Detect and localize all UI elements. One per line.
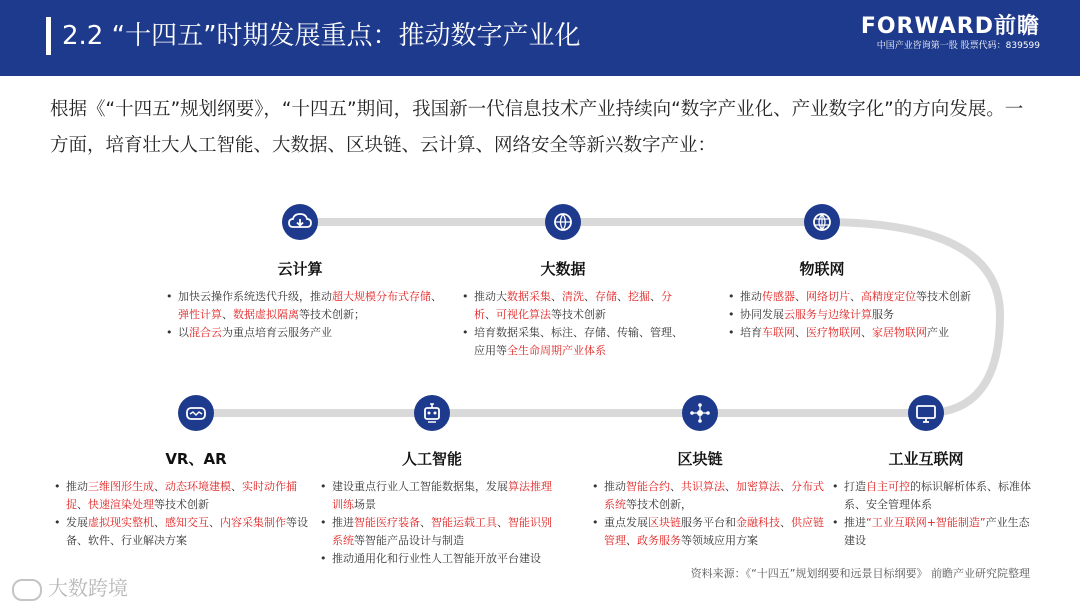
bullet-text: 等领域应用方案	[681, 534, 758, 547]
highlight-text: 挖掘	[628, 290, 650, 303]
bullet-text: 、	[670, 480, 681, 493]
highlight-text: 快速渲染处理	[88, 498, 154, 511]
bullet-text: 推动	[66, 480, 88, 493]
bullet-text: 、	[431, 290, 442, 303]
highlight-text: 虚拟现实整机	[88, 516, 154, 529]
highlight-text: 存储	[595, 290, 617, 303]
highlight-text: 数据采集	[507, 290, 551, 303]
logo-wordmark: FORWARD前瞻	[860, 14, 1040, 39]
bullet-text: 推动大	[474, 290, 507, 303]
highlight-text: 医疗物联网	[806, 326, 861, 339]
bullet-text: 、	[485, 308, 496, 321]
watermark-text: 大数跨境	[48, 576, 128, 600]
bullet-text: 培育	[740, 326, 762, 339]
highlight-text: 政务服务	[637, 534, 681, 547]
highlight-text: 动态环境建模	[165, 480, 231, 493]
highlight-text: 超大规模分布式存储	[332, 290, 431, 303]
bullet-item	[726, 324, 1006, 342]
highlight-text: 金融科技	[736, 516, 780, 529]
node-title-bigdata: 大数据	[540, 260, 586, 278]
bullet-text: 、	[154, 480, 165, 493]
bullet-text: 、	[650, 290, 661, 303]
bullets-cloud	[164, 288, 442, 342]
highlight-text: 弹性计算	[178, 308, 222, 321]
bullet-text: 产业生态建设	[844, 516, 1030, 547]
highlight-text: 可视化算法	[496, 308, 551, 321]
blockchain-network-icon	[682, 395, 718, 431]
bullet-text: 产业	[927, 326, 949, 339]
highlight-text: 分布式系统	[604, 480, 824, 511]
robot-icon	[414, 395, 450, 431]
bullet-text: 打造	[844, 480, 866, 493]
bullet-item	[830, 514, 1036, 550]
highlight-text: 智能运载工具	[431, 516, 497, 529]
brand-logo	[861, 14, 1040, 52]
bullet-item	[52, 478, 308, 514]
highlight-text: 全生命周期产业体系	[507, 344, 606, 357]
bullet-text: 发展	[66, 516, 88, 529]
highlight-text: “工业互联网+智能制造”	[866, 516, 986, 529]
bullet-text: 推进	[332, 516, 354, 529]
bullet-text: 、	[780, 516, 791, 529]
bullet-text: 等技术创新；	[299, 308, 365, 321]
bullet-text: 、	[231, 480, 242, 493]
bullet-item	[318, 550, 562, 568]
header-banner	[0, 0, 1080, 76]
bullet-item	[460, 324, 692, 360]
highlight-text: 共识算法	[681, 480, 725, 493]
node-title-iot: 物联网	[799, 260, 845, 278]
bullet-text: 、	[626, 534, 637, 547]
highlight-text: 分析	[474, 290, 672, 321]
bullet-item	[830, 478, 1036, 514]
highlight-text: 清洗	[562, 290, 584, 303]
highlight-text: 智能识别系统	[332, 516, 552, 547]
highlight-text: 智能医疗装备	[354, 516, 420, 529]
bullet-text: 服务	[872, 308, 894, 321]
highlight-text: 车联网	[762, 326, 795, 339]
bullet-text: 等技术创新	[916, 290, 971, 303]
bullet-text: 加快云操作系统迭代升级，推动	[178, 290, 332, 303]
bullet-item	[590, 478, 826, 514]
highlight-text: 区块链	[648, 516, 681, 529]
bullet-text: 、	[77, 498, 88, 511]
bullet-text: 服务平台和	[681, 516, 736, 529]
vr-headset-icon	[178, 395, 214, 431]
bullet-text: 、	[420, 516, 431, 529]
highlight-text: 云服务与边缘计算	[784, 308, 872, 321]
bullet-text: 推动	[740, 290, 762, 303]
watermark	[12, 572, 128, 601]
highlight-text: 网络切片	[806, 290, 850, 303]
bullet-text: 、	[780, 480, 791, 493]
bullet-text: 等设备、软件、行业解决方案	[66, 516, 308, 547]
watermark-logo-icon	[12, 579, 42, 601]
bullet-text: 协同发展	[740, 308, 784, 321]
highlight-text: 算法推理训练	[332, 480, 552, 511]
monitor-icon	[908, 395, 944, 431]
highlight-text: 供应链管理	[604, 516, 824, 547]
bullet-text: 等智能产品设计与制造	[354, 534, 464, 547]
bullet-item	[460, 288, 692, 324]
node-title-cloud: 云计算	[277, 260, 323, 278]
bullet-text: 、	[861, 326, 872, 339]
highlight-text: 实时动作捕捉	[66, 480, 297, 511]
node-title-vr-ar: VR、AR	[165, 450, 227, 468]
bullet-text: 、	[850, 290, 861, 303]
bullet-text: 等技术创新	[154, 498, 209, 511]
source-note: 资料来源：《“十四五”规划纲要和远景目标纲要》 前瞻产业研究院整理	[690, 567, 1030, 580]
node-title-blockchain: 区块链	[677, 450, 723, 468]
data-globe-icon	[545, 204, 581, 240]
node-title-industrial-internet: 工业互联网	[888, 450, 964, 468]
bullet-text: 推进	[844, 516, 866, 529]
bullet-text: 、	[209, 516, 220, 529]
page-title: 2.2 “十四五”时期发展重点：推动数字产业化	[62, 21, 581, 51]
bullet-item	[726, 288, 1006, 306]
bullet-text: 推动	[604, 480, 626, 493]
bullet-text: 、	[222, 308, 233, 321]
bullet-text: 场景	[354, 498, 376, 511]
bullet-text: 的标识解析体系、标准体系、安全管理体系	[844, 480, 1031, 511]
globe-icon	[804, 204, 840, 240]
highlight-text: 智能合约	[626, 480, 670, 493]
bullet-item	[164, 324, 442, 342]
bullet-text: 以	[178, 326, 189, 339]
header-accent-bar	[46, 17, 51, 55]
cloud-download-icon	[282, 204, 318, 240]
node-title-ai: 人工智能	[401, 450, 462, 468]
bullet-item	[318, 478, 562, 514]
bullet-item	[590, 514, 826, 550]
bullet-item	[318, 514, 562, 550]
bullet-text: 重点发展	[604, 516, 648, 529]
highlight-text: 自主可控	[866, 480, 910, 493]
bullet-item	[52, 514, 308, 550]
highlight-text: 混合云	[189, 326, 222, 339]
bullets-bigdata	[460, 288, 692, 360]
highlight-text: 数据虚拟隔离	[233, 308, 299, 321]
bullet-text: 、	[725, 480, 736, 493]
bullet-text: 、	[617, 290, 628, 303]
highlight-text: 加密算法	[736, 480, 780, 493]
bullet-item	[726, 306, 1006, 324]
bullets-iot	[726, 288, 1006, 342]
highlight-text: 内容采集制作	[220, 516, 286, 529]
highlight-text: 家居物联网	[872, 326, 927, 339]
logo-tagline: 中国产业咨询第一股 股票代码：839599	[876, 41, 1040, 51]
bullet-text: 培育数据采集、标注、存储、传输、管理、应用等	[474, 326, 683, 357]
highlight-text: 感知交互	[165, 516, 209, 529]
bullet-text: 、	[795, 290, 806, 303]
intro-paragraph: 根据《“十四五”规划纲要》，“十四五”期间，我国新一代信息技术产业持续向“数字产业化、产业数字化”的方向发展。一方面，培育壮大人工智能、大数据、区块链、云计算、网络安全等新兴数字产业：	[50, 99, 1024, 156]
bullets-blockchain	[590, 478, 826, 550]
bullets-industrial-internet	[830, 478, 1036, 550]
bullet-text: 推动通用化和行业性人工智能开放平台建设	[332, 552, 541, 565]
bullet-text: 等技术创新，	[626, 498, 692, 511]
highlight-text: 传感器	[762, 290, 795, 303]
bullets-vr-ar	[52, 478, 308, 550]
highlight-text: 三维图形生成	[88, 480, 154, 493]
bullet-text: 、	[154, 516, 165, 529]
highlight-text: 高精度定位	[861, 290, 916, 303]
bullet-text: 等技术创新	[551, 308, 606, 321]
bullet-text: 、	[584, 290, 595, 303]
bullet-text: 建设重点行业人工智能数据集，发展	[332, 480, 508, 493]
bullet-text: 、	[497, 516, 508, 529]
bullets-ai	[318, 478, 562, 568]
bullet-text: 、	[795, 326, 806, 339]
bullet-text: 为重点培育云服务产业	[222, 326, 332, 339]
bullet-text: 、	[551, 290, 562, 303]
bullet-item	[164, 288, 442, 324]
